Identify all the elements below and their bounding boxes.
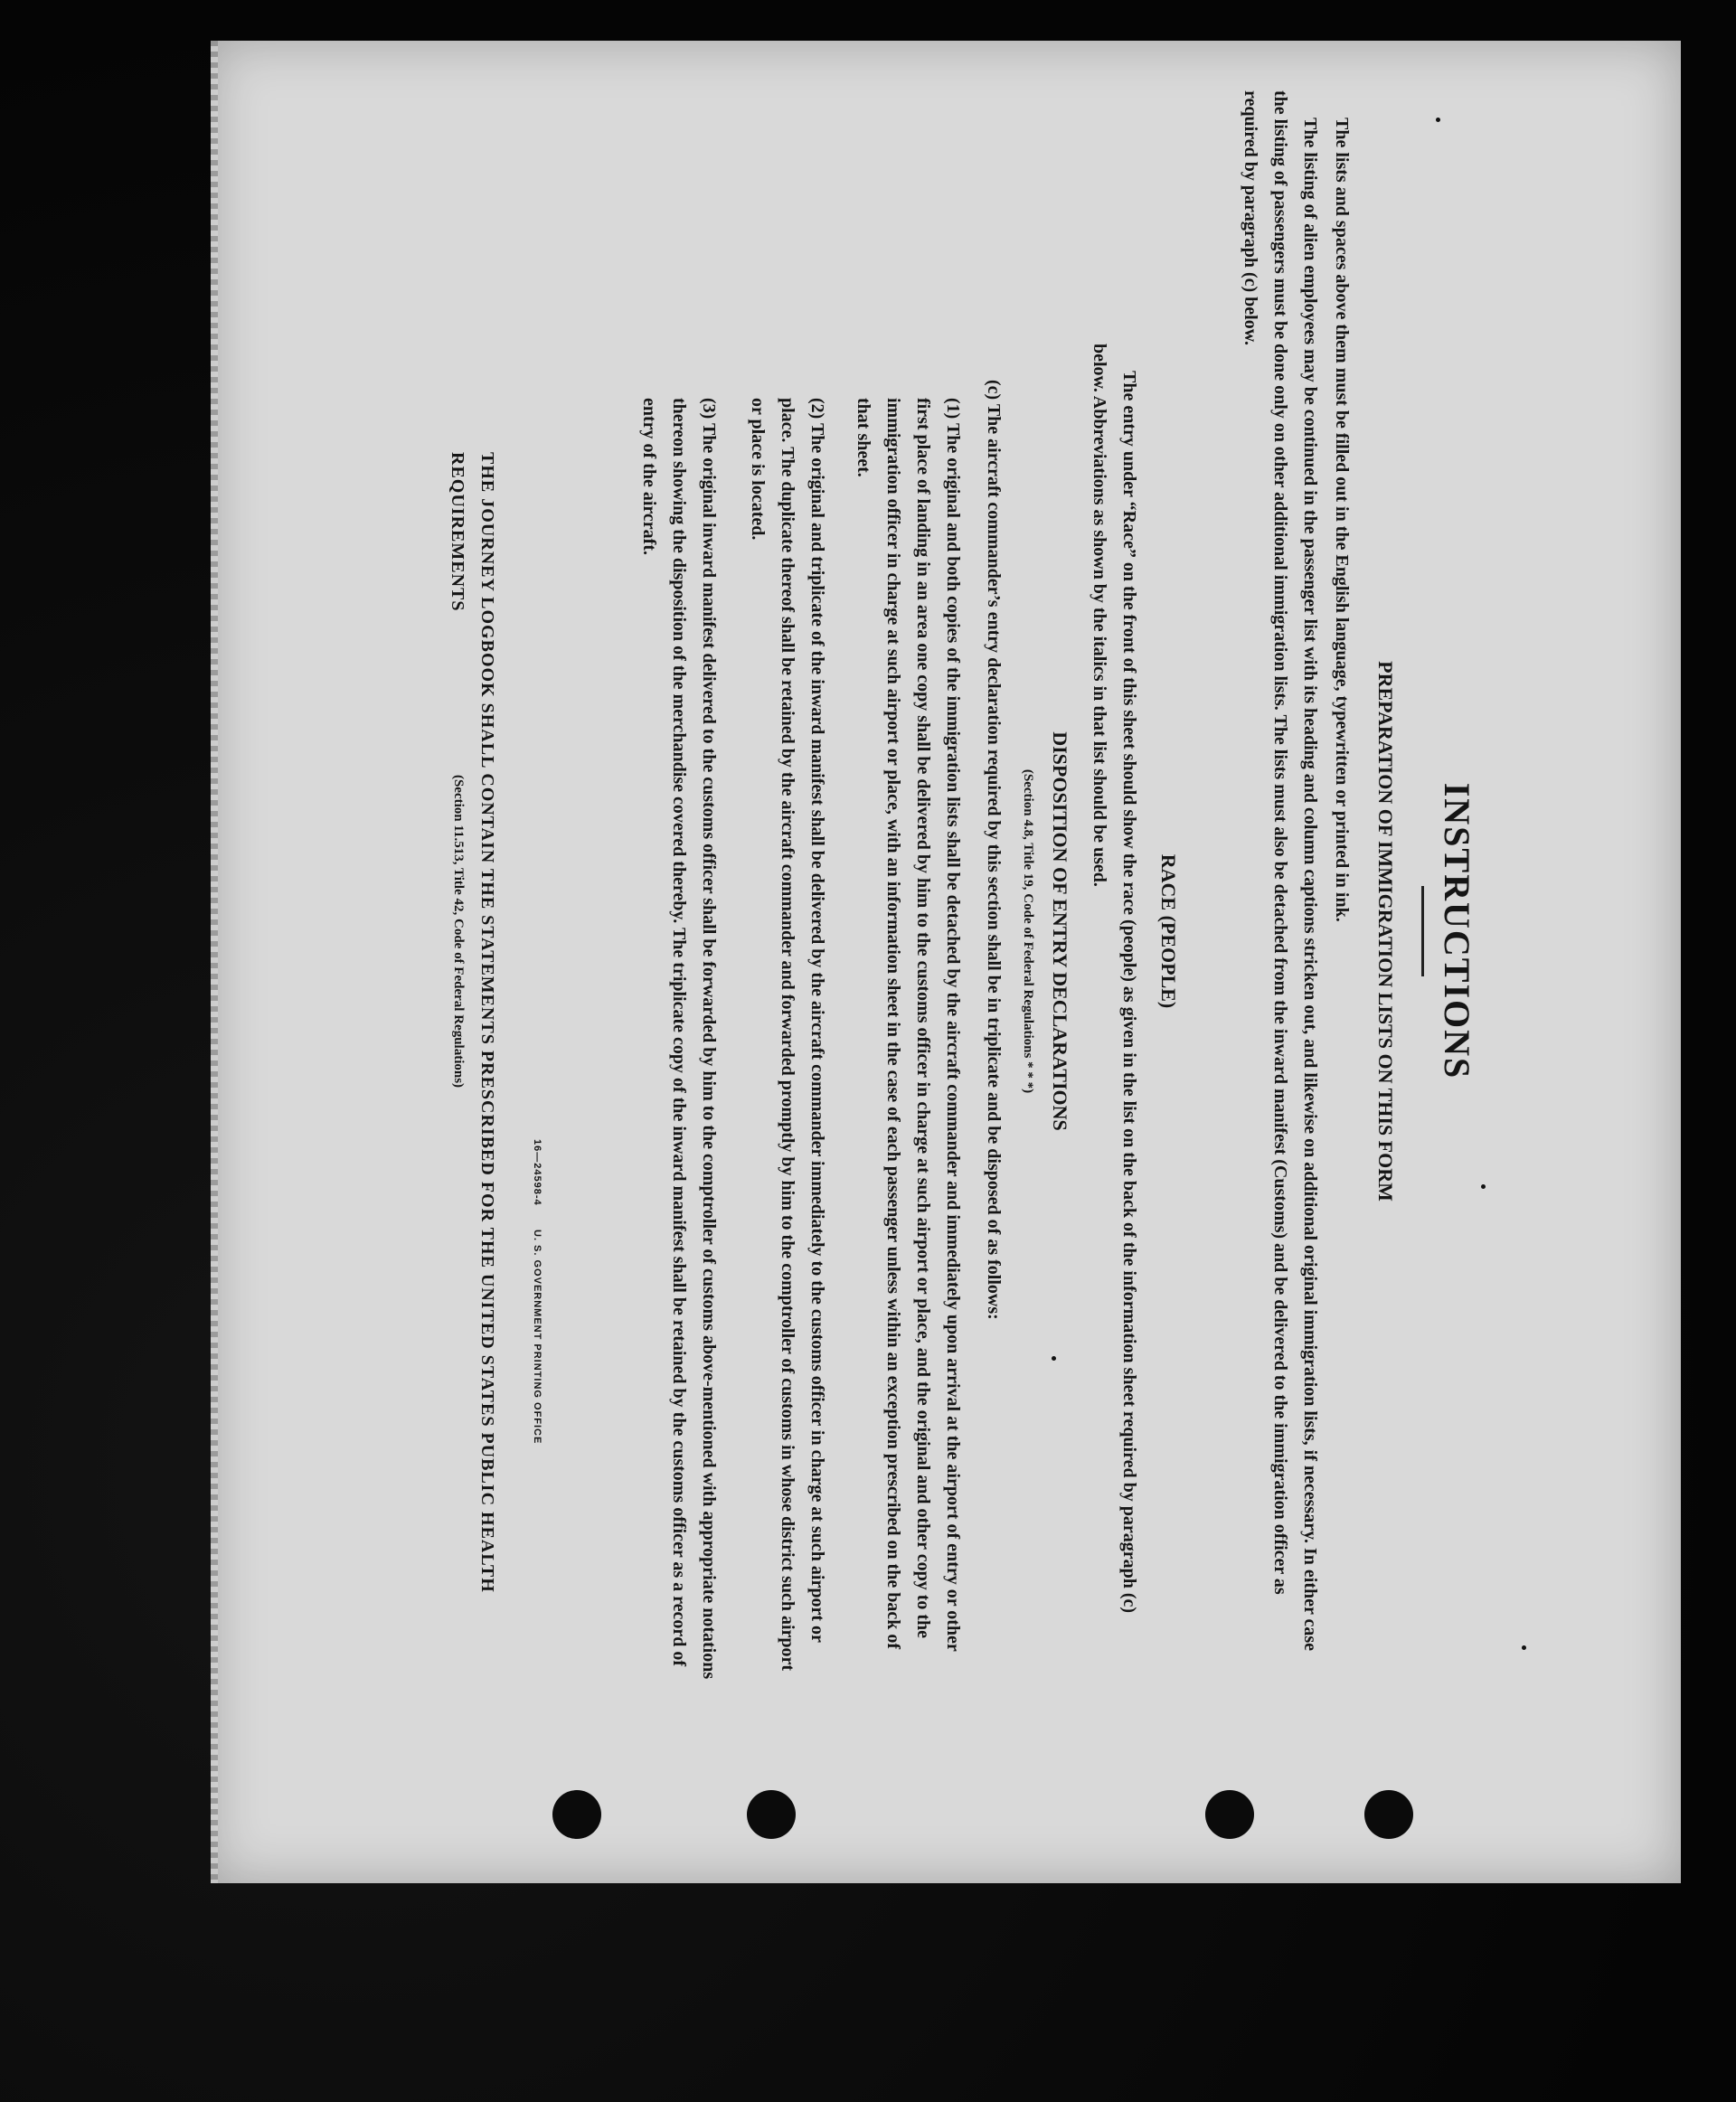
section-heading-race: RACE (PEOPLE) [1157, 853, 1180, 1009]
logbook-statement: THE JOURNEY LOGBOOK SHALL CONTAIN THE STATEMENTS PRESCRIBED FOR THE UNITED STATES PUBLIC HEALTH REQUIREMENTS [448, 452, 497, 1593]
printer-imprint: U. S. GOVERNMENT PRINTING OFFICE [532, 1230, 542, 1445]
punch-hole-2 [1205, 1790, 1254, 1839]
speck [1522, 1645, 1526, 1650]
disposition-item-3: (3) The original inward manifest delivered to the customs officer shall be forwarded by him to the comptroller of customs above-mentioned with appropriate notations thereon showing the disposition of the merchandise covered thereby. The triplicate copy of the inward manifest shall be retained by the customs officer as a record of entry of the aircraft. [639, 398, 719, 1680]
logbook-citation: (Section 11.513, Title 42, Code of Federal Regulations) [451, 774, 466, 1089]
disposition-item-2: (2) The original and triplicate of the inward manifest shall be delivered by the aircraft commander immediately to the customs officer in charge at such airport or place. The duplicate thereof shall be retained by the aircraft commander and forwarded promptly by him to the comptroller of customs in whose district such airport or place is located. [748, 398, 827, 1672]
disposition-intro: (c) The aircraft commander’s entry declaration required by this section shall be in triplicate and be disposed of as follows: [984, 380, 1004, 1320]
section-heading-disposition: DISPOSITION OF ENTRY DECLARATIONS [1049, 731, 1071, 1131]
race-paragraph: The entry under “Race” on the front of this sheet should show the race (people) as given in the list on the back of the information sheet required by paragraph (c) below. Abbreviations as shown by the italics in that list should be used. [1090, 344, 1139, 1614]
rotated-page-content [149, 72, 1487, 1790]
preparation-paragraph-1: The lists and spaces above them must be filled out in the English language, typewritten or printed in ink. [1332, 118, 1352, 922]
title-underline [1421, 886, 1424, 976]
punch-hole-3 [747, 1790, 796, 1839]
punch-hole-1 [1364, 1790, 1413, 1839]
section-heading-preparation: PREPARATION OF IMMIGRATION LISTS ON THIS FORM [1374, 661, 1397, 1202]
print-code: 16—24598-4 [532, 1139, 542, 1206]
disposition-item-1: (1) The original and both copies of the immigration lists shall be detached by the aircraft commander and immediately upon arrival at the airport of entry or other first place of landing in an area one copy shall be delivered by him to the customs officer in charge at such airport or place, and the original and other copy to the immigration officer in charge at such airport or place, with an information sheet in the case of each passenger unless within an exception prescribed on the back of that sheet. [854, 398, 963, 1652]
preparation-paragraph-2: The listing of alien employees may be continued in the passenger list with its heading and column captions stricken out, and likewise on additional original immigration lists, if necessary. In either case the listing of passengers must be done only on other additional immigration lists. The lists must also be detached from the inward manifest (Customs) and be delivered to the immigration officer as required by paragraph (c) below. [1241, 90, 1320, 1652]
page-title: INSTRUCTIONS [1437, 782, 1477, 1080]
disposition-citation: (Section 4.8, Title 19, Code of Federal Regulations * * *) [1021, 768, 1035, 1094]
punch-hole-4 [552, 1790, 601, 1839]
